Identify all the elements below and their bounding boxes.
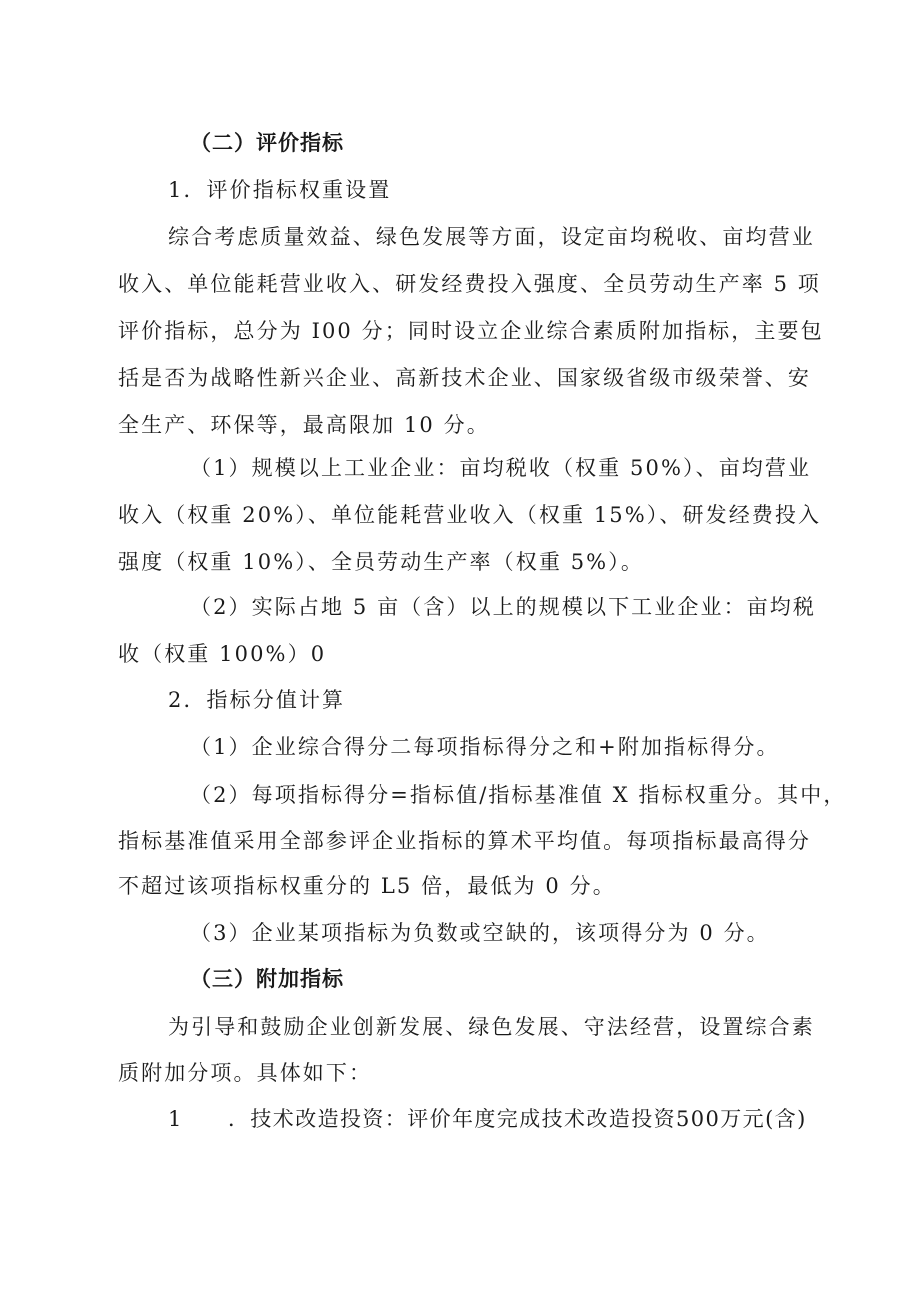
list-item-number: 1 bbox=[168, 1107, 182, 1131]
text-line: 收入、单位能耗营业收入、研发经费投入强度、全员劳动生产率 5 项 bbox=[118, 272, 821, 296]
text-line: 综合考虑质量效益、绿色发展等方面，设定亩均税收、亩均营业 bbox=[168, 225, 815, 249]
section-heading-additional-indicators: （三）附加指标 bbox=[190, 967, 344, 991]
text-line: 质附加分项。具体如下： bbox=[118, 1061, 373, 1085]
text-line: （2）每项指标得分=指标值/指标基准值 X 指标权重分。其中， bbox=[190, 783, 847, 807]
list-item-text: ．技术改造投资：评价年度完成技术改造投资500万元(含) bbox=[228, 1107, 807, 1131]
subheading-score-calculation: 2．指标分值计算 bbox=[168, 688, 346, 712]
text-line: 为引导和鼓励企业创新发展、绿色发展、守法经营，设置综合素 bbox=[168, 1015, 815, 1039]
paragraph-composite-score: （1）企业综合得分二每项指标得分之和+附加指标得分。 bbox=[190, 735, 780, 759]
paragraph-negative-or-missing: （3）企业某项指标为负数或空缺的，该项得分为 0 分。 bbox=[190, 921, 770, 945]
text-line: 不超过该项指标权重分的 L5 倍，最低为 0 分。 bbox=[118, 874, 616, 898]
subheading-weight-settings: 1．评价指标权重设置 bbox=[168, 178, 392, 202]
text-line: 评价指标，总分为 I00 分；同时设立企业综合素质附加指标，主要包 bbox=[118, 319, 824, 343]
text-line: 收（权重 100%）0 bbox=[118, 642, 327, 666]
text-line: 全生产、环保等，最高限加 10 分。 bbox=[118, 413, 490, 437]
text-line: 收入（权重 20%）、单位能耗营业收入（权重 15%）、研发经费投入 bbox=[118, 503, 822, 527]
text-line: 强度（权重 10%）、全员劳动生产率（权重 5%）。 bbox=[118, 550, 644, 574]
text-line: （1）规模以上工业企业：亩均税收（权重 50%）、亩均营业 bbox=[190, 456, 812, 480]
section-heading-evaluation-indicators: （二）评价指标 bbox=[190, 131, 344, 155]
text-line: 指标基准值采用全部参评企业指标的算术平均值。每项指标最高得分 bbox=[118, 829, 811, 853]
text-line: （2）实际占地 5 亩（含）以上的规模以下工业企业：亩均税 bbox=[190, 595, 816, 619]
text-line: 括是否为战略性新兴企业、高新技术企业、国家级省级市级荣誉、安 bbox=[118, 366, 811, 390]
